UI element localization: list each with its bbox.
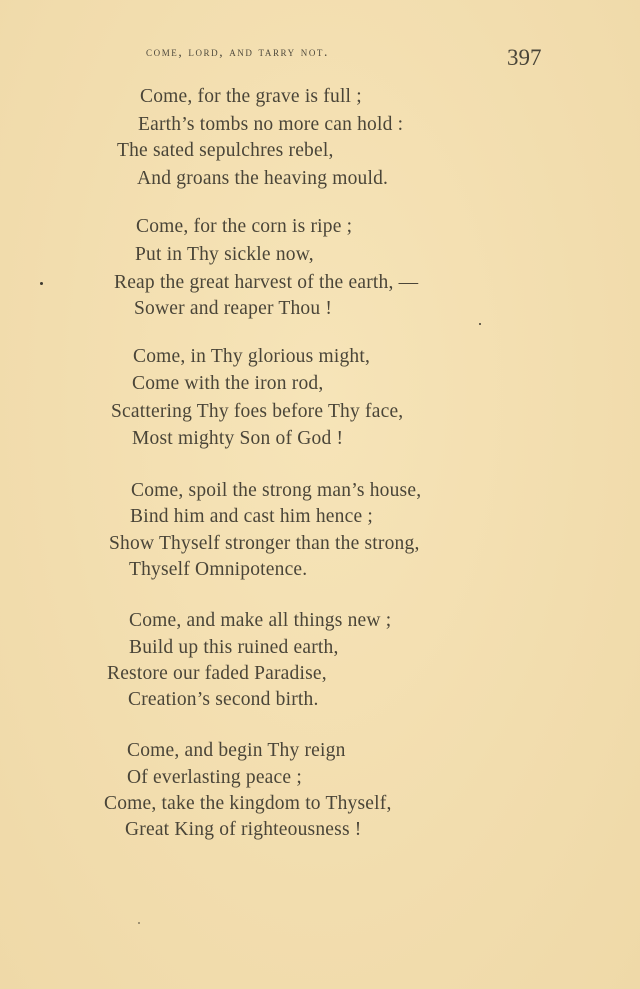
poem-line: Of everlasting peace ; bbox=[127, 767, 302, 788]
poem-line: Come, and begin Thy reign bbox=[127, 740, 346, 761]
poem-line: Restore our faded Paradise, bbox=[107, 663, 327, 684]
poem-line: Scattering Thy foes before Thy face, bbox=[111, 401, 404, 422]
poem-line: Earth’s tombs no more can hold : bbox=[138, 114, 404, 135]
scan-speck bbox=[138, 922, 140, 924]
poem-line: Sower and reaper Thou ! bbox=[134, 298, 333, 319]
poem-line: Most mighty Son of God ! bbox=[132, 428, 344, 449]
poem-line: Come, for the grave is full ; bbox=[140, 86, 362, 107]
poem-line: Put in Thy sickle now, bbox=[135, 244, 314, 265]
poem-line: Come, take the kingdom to Thyself, bbox=[104, 793, 392, 814]
poem-line: The sated sepulchres rebel, bbox=[117, 140, 334, 161]
poem-line: Thyself Omnipotence. bbox=[129, 559, 308, 580]
page-number: 397 bbox=[507, 45, 542, 70]
poem-line: Come, spoil the strong man’s house, bbox=[131, 480, 422, 501]
poem-line: Creation’s second birth. bbox=[128, 689, 319, 710]
poem-line: Come, in Thy glorious might, bbox=[133, 346, 371, 367]
poem-line: Come, and make all things new ; bbox=[129, 610, 392, 631]
poem-line: Great King of righteousness ! bbox=[125, 819, 362, 840]
poem-line: Build up this ruined earth, bbox=[129, 637, 339, 658]
poem-line: Show Thyself stronger than the strong, bbox=[109, 533, 420, 554]
poem-line: Come with the iron rod, bbox=[132, 373, 324, 394]
scan-speck bbox=[40, 282, 43, 285]
running-head: come, lord, and tarry not. bbox=[146, 44, 330, 59]
poem-line: Reap the great harvest of the earth, — bbox=[114, 272, 419, 293]
poem-line: Come, for the corn is ripe ; bbox=[136, 216, 353, 237]
poem-line: And groans the heaving mould. bbox=[137, 168, 389, 189]
scan-speck bbox=[479, 323, 481, 325]
poem-line: Bind him and cast him hence ; bbox=[130, 506, 373, 527]
